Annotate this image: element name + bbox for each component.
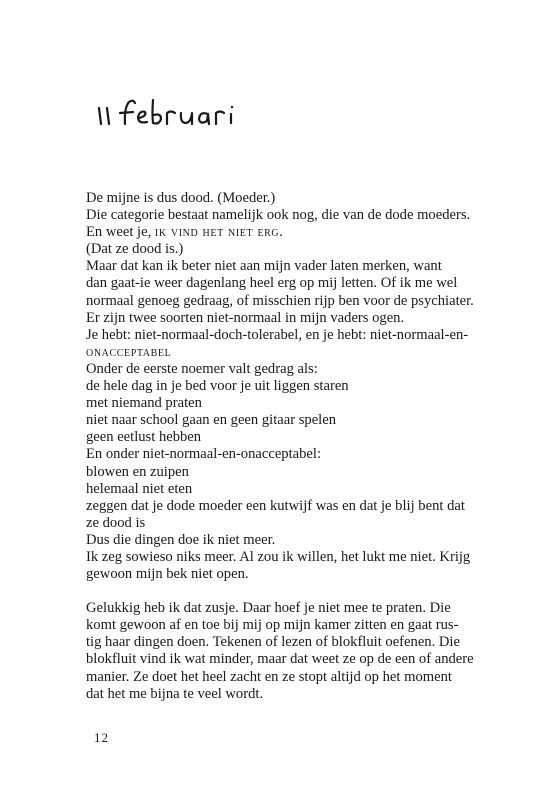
text-line xyxy=(86,361,496,378)
small-caps-run: ik vind het niet erg. xyxy=(154,224,284,241)
text-run: normaal genoeg gedraag, of misschien rijp ben voor de psychiater. xyxy=(86,292,474,309)
text-run: blokfluit vind ik wat minder, maar dat weet ze op de een of andere xyxy=(86,651,474,668)
text-line xyxy=(86,651,496,668)
text-run: Ik zeg sowieso niks meer. Al zou ik willen, het lukt me niet. Krijg xyxy=(86,548,471,565)
text-line xyxy=(86,224,496,241)
text-run: dan gaat-ie weer dagenlang heel erg op mij letten. Of ik me wel xyxy=(86,275,458,292)
text-line xyxy=(86,686,496,703)
text-run: helemaal niet eten xyxy=(86,480,193,497)
text-line xyxy=(86,344,496,361)
text-line xyxy=(86,532,496,549)
text-run: Dus die dingen doe ik niet meer. xyxy=(86,531,276,548)
text-line xyxy=(86,566,496,583)
text-run: geen eetlust hebben xyxy=(86,429,202,446)
text-run: De mijne is dus dood. (Moeder.) xyxy=(86,190,276,206)
text-line xyxy=(86,600,496,617)
text-line xyxy=(86,429,496,446)
text-run: Maar dat kan ik beter niet aan mijn vader laten merken, want xyxy=(86,258,442,275)
text-run: komt gewoon af en toe bij mij op mijn kamer zitten en gaat rus- xyxy=(86,617,459,634)
text-run: Onder de eerste noemer valt gedrag als: xyxy=(86,360,318,377)
text-run: (Dat ze dood is.) xyxy=(86,241,184,258)
text-line xyxy=(86,498,496,515)
text-line xyxy=(86,412,496,429)
text-line xyxy=(86,515,496,532)
handwritten-heading-drawing xyxy=(95,94,275,134)
text-line xyxy=(86,481,496,498)
text-line xyxy=(86,207,496,224)
text-run: En onder niet-normaal-en-onacceptabel: xyxy=(86,446,322,463)
paragraph-gap xyxy=(86,583,496,600)
handwritten-date-heading xyxy=(95,94,275,134)
text-run: manier. Ze doet het heel zacht en ze stopt altijd op het moment xyxy=(86,668,452,685)
text-run: dat het me bijna te veel wordt. xyxy=(86,685,264,702)
text-line xyxy=(86,446,496,463)
text-line xyxy=(86,275,496,292)
text-run: niet naar school gaan en geen gitaar spelen xyxy=(86,412,337,429)
paragraph xyxy=(86,190,496,583)
text-run: tig haar dingen doen. Tekenen of lezen of blokfluit oefenen. Die xyxy=(86,634,460,651)
text-run: zeggen dat je dode moeder een kutwijf was en dat je blij bent dat xyxy=(86,497,465,514)
text-line xyxy=(86,241,496,258)
text-run: Er zijn twee soorten niet-normaal in mijn vaders ogen. xyxy=(86,309,405,326)
text-line xyxy=(86,549,496,566)
text-line xyxy=(86,634,496,651)
text-run: de hele dag in je bed voor je uit liggen staren xyxy=(86,378,349,395)
text-run: Gelukkig heb ik dat zusje. Daar hoef je niet mee te praten. Die xyxy=(86,600,451,617)
text-line xyxy=(86,617,496,634)
text-run: met niemand praten xyxy=(86,395,202,412)
text-run: Die categorie bestaat namelijk ook nog, die van de dode moeders. xyxy=(86,207,471,224)
text-run: gewoon mijn bek niet open. xyxy=(86,566,249,583)
text-run: En weet je, xyxy=(86,224,155,241)
text-run: ze dood is xyxy=(86,514,146,531)
text-line xyxy=(86,310,496,327)
text-line xyxy=(86,464,496,481)
text-line xyxy=(86,378,496,395)
text-line xyxy=(86,327,496,344)
text-line xyxy=(86,669,496,686)
paragraph xyxy=(86,600,496,703)
text-line xyxy=(86,395,496,412)
text-line xyxy=(86,258,496,275)
text-line xyxy=(86,293,496,310)
text-run: blowen en zuipen xyxy=(86,463,189,480)
body-text xyxy=(86,190,496,703)
small-caps-run: onacceptabel xyxy=(86,343,172,360)
text-run: Je hebt: niet-normaal-doch-tolerabel, en je hebt: niet-normaal-en- xyxy=(86,326,469,343)
page-number: 12 xyxy=(94,730,109,745)
text-line xyxy=(86,190,496,207)
